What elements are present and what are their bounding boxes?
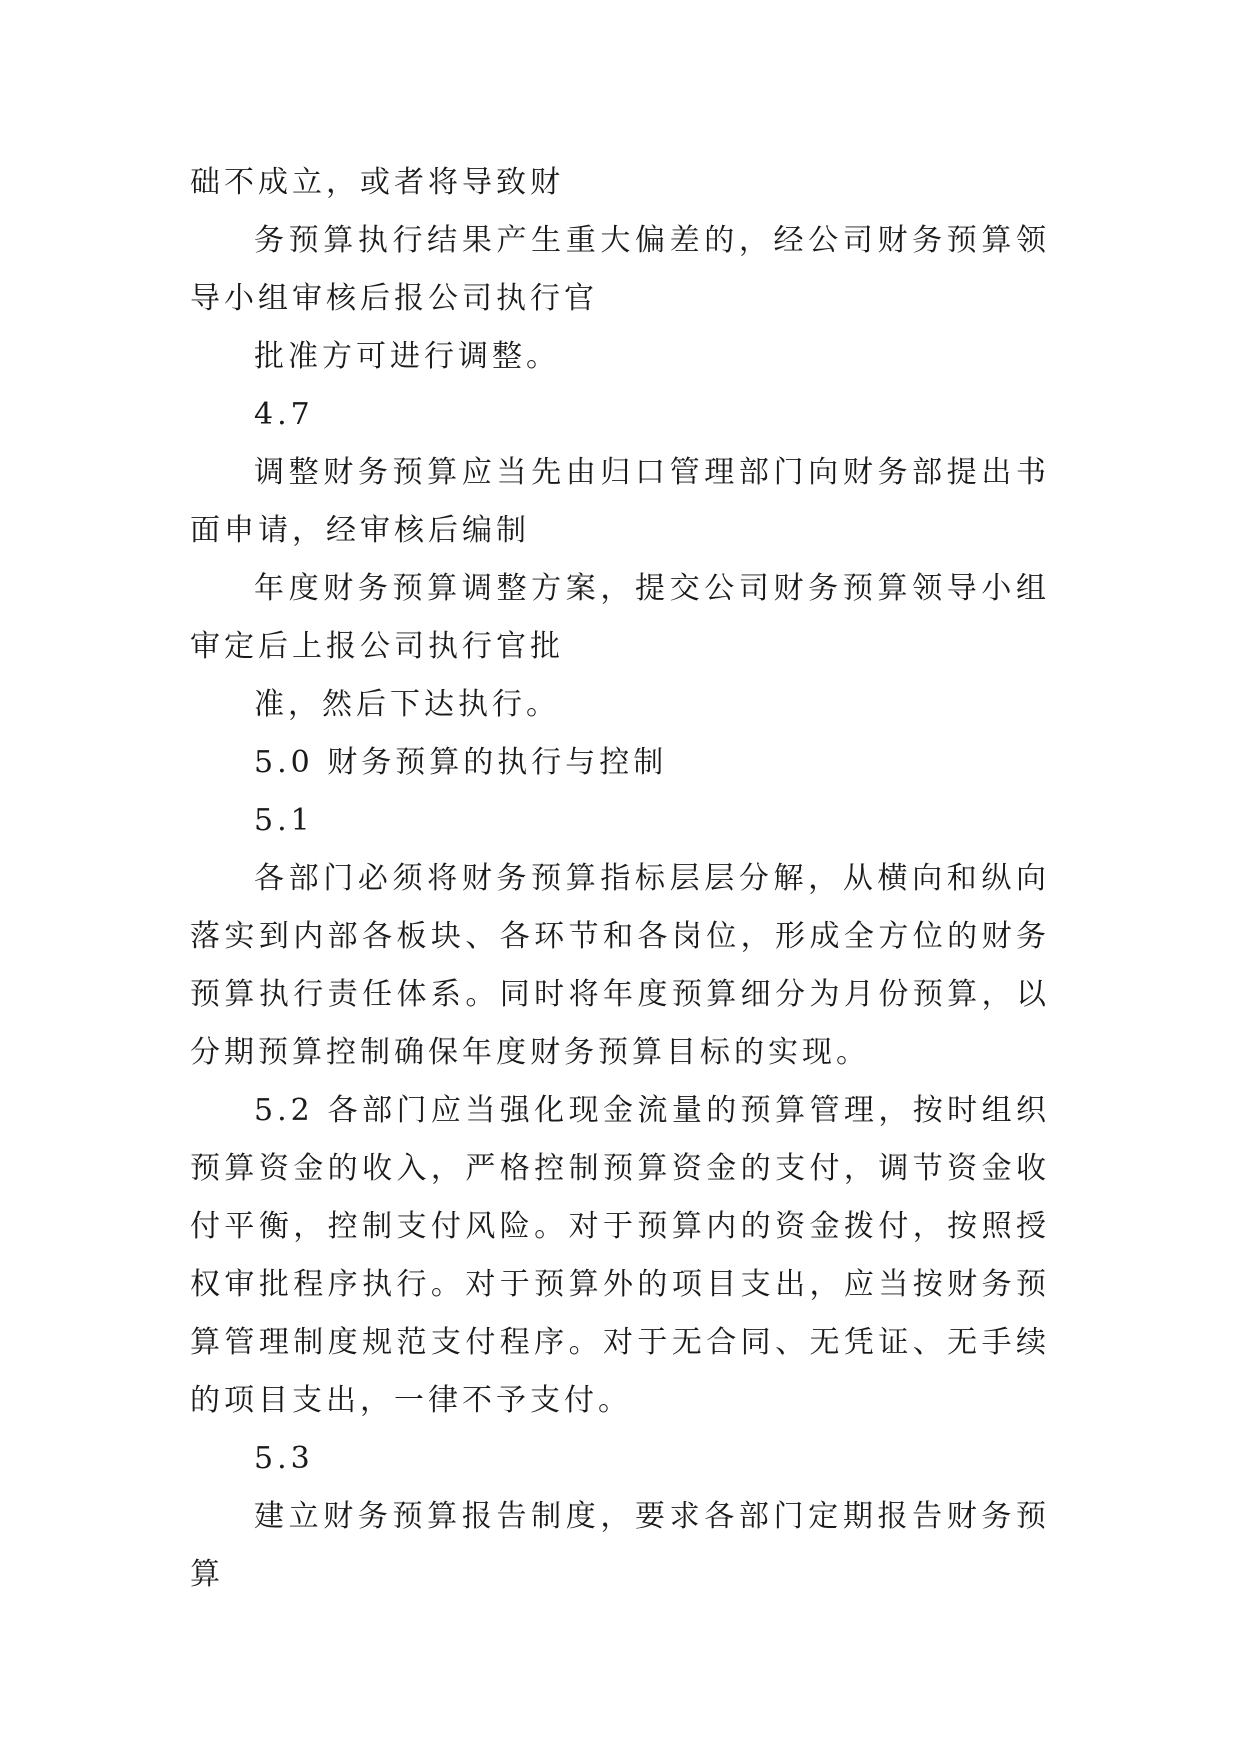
section-number-4-7: 4.7 <box>254 397 314 432</box>
paragraph-7: 各部门必须将财务预算指标层层分解，从横向和纵向落实到内部各板块、各环节和各岗位，形成全方位的财务预算执行责任体系。同时将年度预算细分为月份预算，以分期预算控制确保年度财务预算目标的实现。 <box>190 861 1050 1070</box>
paragraph-1: 础不成立，或者将导致财 <box>190 165 564 200</box>
paragraph-4: 调整财务预算应当先由归口管理部门向财务部提出书面申请，经审核后编制 <box>190 455 1050 548</box>
paragraph-8: 5.2 各部门应当强化现金流量的预算管理，按时组织预算资金的收入，严格控制预算资金的支付，调节资金收付平衡，控制支付风险。对于预算内的资金拨付，按照授权审批程序执行。对于预算外的项目支出，应当按财务预算管理制度规范支付程序。对于无合同、无凭证、无手续的项目支出，一律不予支付。 <box>190 1093 1050 1418</box>
paragraph-9: 建立财务预算报告制度，要求各部门定期报告财务预算 <box>190 1499 1050 1592</box>
section-number-5-3: 5.3 <box>254 1441 314 1476</box>
paragraph-5: 年度财务预算调整方案，提交公司财务预算领导小组审定后上报公司执行官批 <box>190 571 1050 664</box>
section-heading-5-0: 5.0 财务预算的执行与控制 <box>254 745 668 780</box>
paragraph-6: 准，然后下达执行。 <box>254 687 560 722</box>
paragraph-2: 务预算执行结果产生重大偏差的，经公司财务预算领导小组审核后报公司执行官 <box>190 223 1050 316</box>
section-number-5-1: 5.1 <box>254 803 314 838</box>
paragraph-3: 批准方可进行调整。 <box>254 339 560 374</box>
